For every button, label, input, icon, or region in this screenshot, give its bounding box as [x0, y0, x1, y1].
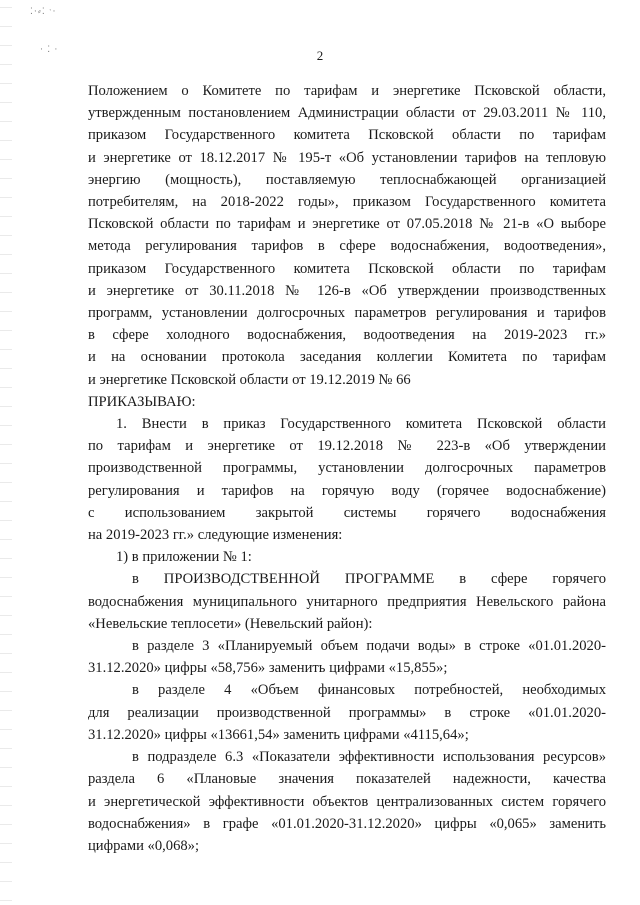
text-line: энергию (мощность), поставляемую теплоснабжающей организацией — [88, 171, 606, 188]
item-1-paragraph — [88, 413, 606, 546]
text-line: «Невельские теплосети» (Невельский район): — [88, 615, 373, 632]
text-line: на 2019-2023 гг.» следующие изменения: — [88, 527, 343, 544]
text-line: Псковской области по тарифам и энергетике от 07.05.2018 № 21-в «О выборе — [88, 216, 606, 233]
document-body — [88, 80, 606, 857]
text-line: и энергетике Псковской области от 19.12.2019 № 66 — [88, 371, 411, 388]
text-line: приказом Государственного комитета Псковской области по тарифам — [88, 127, 606, 144]
text-line: и на основании протокола заседания коллегии Комитета по тарифам — [88, 349, 606, 366]
subitem-1: 1) в приложении № 1: — [116, 549, 252, 566]
text-line: в сфере холодного водоснабжения, водоотведения на 2019-2023 гг.» — [88, 327, 606, 344]
text-line: раздела 6 «Плановые значения показателей надежности, качества — [88, 771, 606, 788]
text-line: метода регулирования тарифов в сфере водоснабжения, водоотведения», — [88, 238, 606, 255]
text-line: Положением о Комитете по тарифам и энергетике Псковской области, — [88, 83, 606, 99]
text-line: потребителям, на 2018-2022 годы», приказом Государственного комитета — [88, 194, 606, 211]
text-line: и энергетической эффективности объектов централизованных систем горячего — [88, 793, 606, 810]
text-line: в разделе 3 «Планируемый объем подачи воды» в строке «01.01.2020- — [132, 638, 606, 655]
order-word: ПРИКАЗЫВАЮ: — [88, 393, 196, 410]
text-line: цифрами «0,068»; — [88, 837, 200, 854]
text-line: 31.12.2020» цифры «13661,54» заменить цифрами «4115,64»; — [88, 726, 469, 743]
text-line: водоснабжения муниципального унитарного предприятия Невельского района — [88, 593, 606, 610]
text-line: для реализации производственной программы» в строке «01.01.2020- — [88, 704, 606, 721]
section-4-paragraph — [88, 679, 606, 746]
text-line: по тарифам и энергетике от 19.12.2018 № 223-в «Об утверждении — [88, 438, 606, 455]
text-line: регулирования и тарифов на горячую воду (горячее водоснабжение) — [88, 482, 606, 499]
text-line: в разделе 4 «Объем финансовых потребностей, необходимых — [132, 682, 606, 699]
scan-edge-artifact — [0, 0, 12, 905]
text-line: с использованием закрытой системы горячего водоснабжения — [88, 504, 606, 521]
section-3-paragraph — [88, 635, 606, 679]
scan-mark-artifact: ⁚·⸗⁚ ˑ· — [30, 6, 57, 16]
text-line: 31.12.2020» цифры «58,756» заменить цифрами «15,855»; — [88, 660, 448, 677]
text-line: приказом Государственного комитета Псковской области по тарифам — [88, 260, 606, 277]
text-line: в ПРОИЗВОДСТВЕННОЙ ПРОГРАММЕ в сфере горячего — [132, 571, 606, 588]
program-paragraph — [88, 568, 606, 635]
text-line: и энергетике от 30.11.2018 № 126-в «Об утверждении производственных — [88, 282, 606, 299]
text-line: водоснабжения» в графе «01.01.2020-31.12.2020» цифры «0,065» заменить — [88, 815, 606, 832]
text-line: и энергетике от 18.12.2017 № 195-т «Об установлении тарифов на тепловую — [88, 149, 606, 166]
text-line: программ, установлении долгосрочных параметров регулирования и тарифов — [88, 305, 606, 322]
text-line: утвержденным постановлением Администрации области от 29.03.2011 № 110, — [88, 105, 606, 122]
text-line: производственной программы, установлении долгосрочных параметров — [88, 460, 606, 477]
text-line: 1. Внести в приказ Государственного комитета Псковской области — [116, 416, 606, 433]
scan-mark-artifact: · ⁚ · — [40, 44, 59, 54]
text-line: в подразделе 6.3 «Показатели эффективности использования ресурсов» — [132, 749, 606, 766]
page-number: 2 — [316, 48, 324, 63]
intro-paragraph — [88, 80, 606, 391]
section-6-3-paragraph — [88, 746, 606, 857]
